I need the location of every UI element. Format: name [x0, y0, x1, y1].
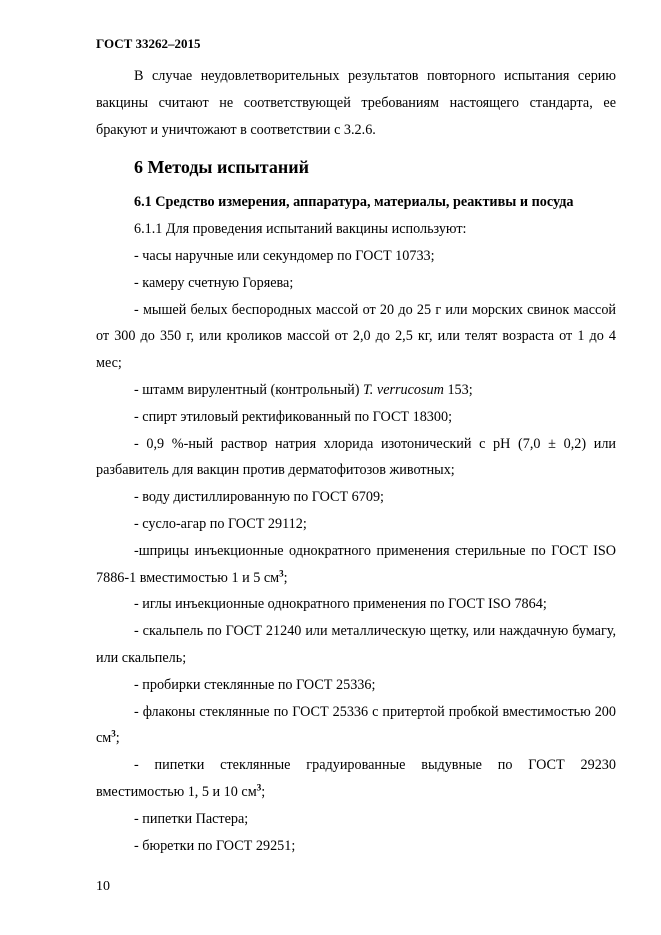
superscript: 3: [256, 782, 262, 793]
list-item: - 0,9 %-ный раствор натрия хлорида изотонический с pH (7,0 ± 0,2) или разбавитель для вакцин против дерматофитозов животных;: [96, 435, 616, 479]
list-intro: 6.1.1 Для проведения испытаний вакцины используют:: [134, 221, 467, 238]
item-text: ;: [283, 569, 288, 586]
list-item: - воду дистиллированную по ГОСТ 6709;: [134, 489, 384, 506]
page-number: 10: [96, 879, 110, 894]
list-item: [96, 752, 616, 806]
item-text: ;: [115, 730, 120, 747]
list-item: - спирт этиловый ректификованный по ГОСТ 18300;: [134, 408, 453, 425]
subsection-heading: 6.1 Средство измерения, аппаратура, материалы, реактивы и посуда: [134, 194, 574, 211]
list-item: - камеру счетную Горяева;: [134, 274, 294, 291]
section-heading: 6 Методы испытаний: [134, 157, 309, 178]
superscript: 3: [279, 567, 284, 578]
item-text: - флаконы стеклянные по ГОСТ 25336 с притертой пробкой вместимостью 200 см: [96, 703, 616, 747]
item-text: - штамм вирулентный (контрольный): [134, 381, 363, 398]
list-item: [96, 377, 616, 404]
strain-name: T. verrucosum: [362, 381, 444, 398]
list-item: - пипетки Пастера;: [134, 810, 249, 827]
item-text: - пипетки стеклянные градуированные выдувные по ГОСТ 29230 вместимостью 1, 5 и 10 см: [96, 757, 616, 800]
list-item: - мышей белых беспородных массой от 20 до 25 г или морских свинок массой от 300 до 350 г, или кроликов массой от 2,0 до 2,5 кг, или телят возраста от 1 до 4 мес;: [96, 301, 616, 372]
list-item: - сусло-агар по ГОСТ 29112;: [134, 515, 307, 532]
item-text: ;: [261, 783, 266, 800]
list-item: - скальпель по ГОСТ 21240 или металлическую щетку, или наждачную бумагу, или скальпель;: [96, 623, 616, 666]
item-text: -шприцы инъекционные однократного применения стерильные по ГОСТ ISO 7886-1 вместимостью 1 и 5 см: [96, 542, 616, 586]
list-item: [96, 538, 616, 592]
list-item: [96, 699, 616, 753]
list-item: - пробирки стеклянные по ГОСТ 25336;: [134, 676, 376, 693]
list-item: - часы наручные или секундомер по ГОСТ 10733;: [134, 247, 435, 264]
item-text: 153;: [443, 381, 473, 398]
superscript: 3: [111, 728, 116, 739]
list-item: - бюретки по ГОСТ 29251;: [134, 837, 296, 854]
page-content: [96, 63, 616, 859]
intro-paragraph: В случае неудовлетворительных результатов повторного испытания серию вакцины считают не соответствующей требованиям настоящего стандарта, ее бракуют и уничтожают в соответствии с 3.2.6.: [96, 68, 616, 138]
list-item: - иглы инъекционные однократного применения по ГОСТ ISO 7864;: [134, 596, 547, 613]
document-header: ГОСТ 33262–2015: [96, 36, 201, 51]
